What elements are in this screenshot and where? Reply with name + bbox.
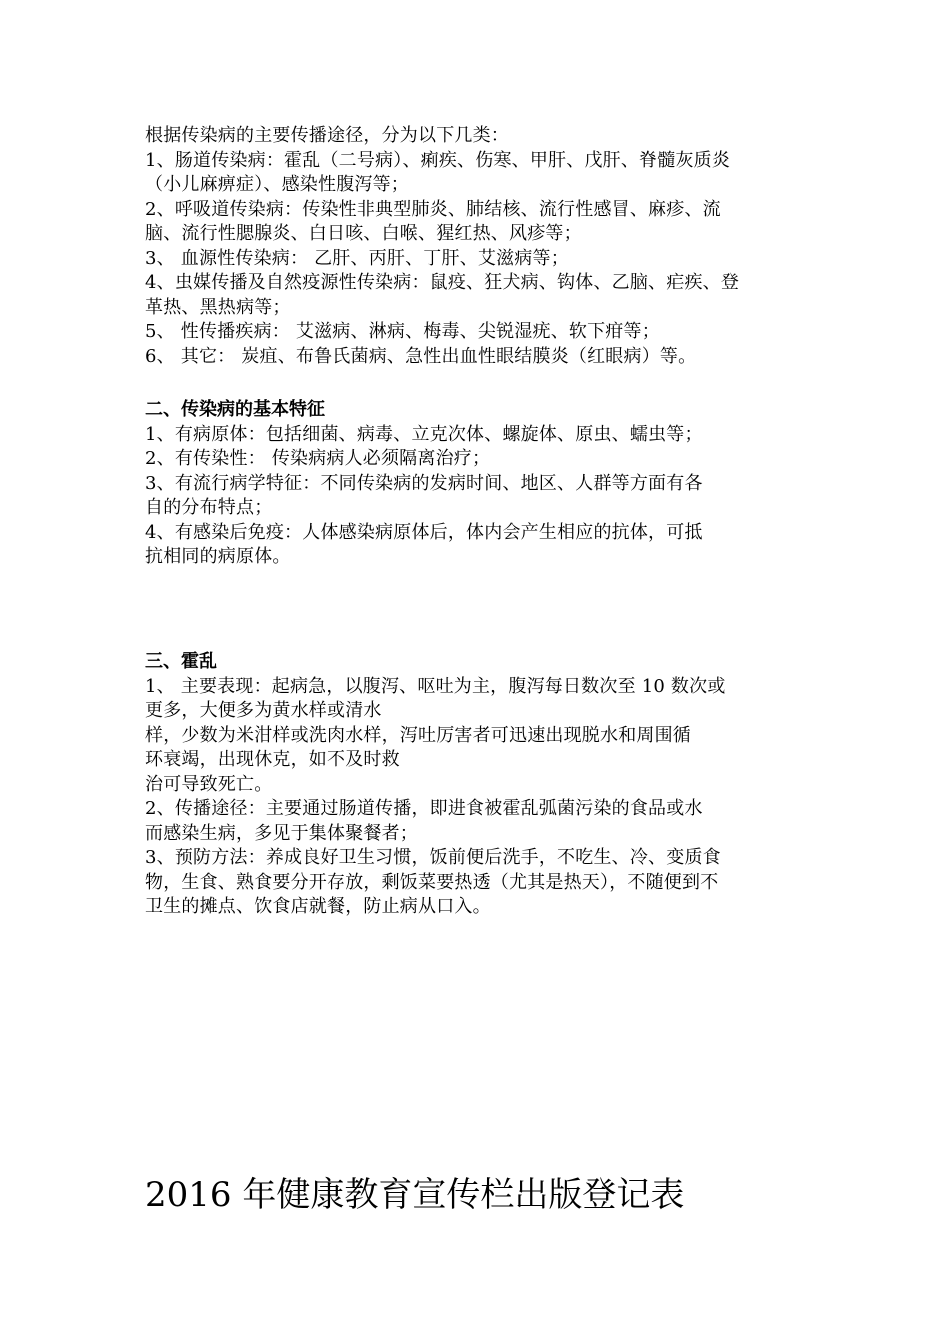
intro-line: 6、 其它： 炭疽、布鲁氏菌病、急性出血性眼结膜炎（红眼病）等。 (145, 345, 697, 367)
cholera-line: 而感染生病，多见于集体聚餐者； (145, 822, 418, 844)
intro-line: 4、虫媒传播及自然疫源性传染病：鼠疫、狂犬病、钩体、乙脑、疟疾、登 (145, 272, 740, 293)
cholera-line: 1、 主要表现：起病急，以腹泻、呕吐为主，腹泻每日数次至 10 数次或 (145, 675, 726, 697)
intro-line: 1、肠道传染病：霍乱（二号病）、痢疾、伤寒、甲肝、戊肝、脊髓灰质炎 (145, 149, 731, 171)
intro-line: （小儿麻痹症）、感染性腹泻等； (145, 174, 409, 195)
cholera-line: 环衰竭，出现休克，如不及时救 (145, 749, 400, 770)
cholera-line: 物，生食、熟食要分开存放，剩饭菜要热透（尤其是热天），不随便到不 (145, 871, 719, 893)
features-heading: 二、传染病的基本特征 (145, 399, 325, 420)
features-section (145, 398, 810, 570)
intro-line: 3、 血源性传染病： 乙肝、丙肝、丁肝、艾滋病等； (145, 247, 569, 269)
features-line: 3、有流行病学特征：不同传染病的发病时间、地区、人群等方面有各 (145, 472, 703, 494)
cholera-line: 2、传播途径：主要通过肠道传播，即进食被霍乱弧菌污染的食品或水 (145, 798, 703, 819)
cholera-line: 样，少数为米泔样或洗肉水样，泻吐厉害者可迅速出现脱水和周围循 (145, 724, 691, 746)
cholera-heading: 三、霍乱 (145, 651, 217, 672)
registration-table-title: 2016 年健康教育宣传栏出版登记表 (145, 1175, 685, 1215)
cholera-line: 3、预防方法：养成良好卫生习惯，饭前便后洗手，不吃生、冷、变质食 (145, 847, 721, 868)
intro-section (145, 124, 810, 369)
features-line: 1、有病原体：包括细菌、病毒、立克次体、螺旋体、原虫、蠕虫等； (145, 423, 703, 445)
features-line: 自的分布特点； (145, 497, 273, 518)
features-line: 4、有感染后免疫：人体感染病原体后，体内会产生相应的抗体，可抵 (145, 521, 703, 543)
intro-line: 脑、流行性腮腺炎、白日咳、白喉、猩红热、风疹等； (145, 223, 582, 244)
cholera-line: 卫生的摊点、饮食店就餐，防止病从口入。 (145, 896, 491, 917)
features-line: 2、有传染性： 传染病病人必须隔离治疗； (145, 448, 491, 469)
intro-line: 2、呼吸道传染病：传染性非典型肺炎、肺结核、流行性感冒、麻疹、流 (145, 198, 721, 220)
intro-line: 5、 性传播疾病： 艾滋病、淋病、梅毒、尖锐湿疣、软下疳等； (145, 321, 660, 342)
features-line: 抗相同的病原体。 (145, 546, 291, 567)
cholera-section (145, 650, 810, 920)
intro-line: 革热、黑热病等； (145, 296, 291, 318)
cholera-line: 更多，大便多为黄水样或清水 (145, 700, 382, 721)
cholera-line: 治可导致死亡。 (145, 773, 273, 795)
intro-line: 根据传染病的主要传播途径，分为以下几类： (145, 125, 509, 146)
